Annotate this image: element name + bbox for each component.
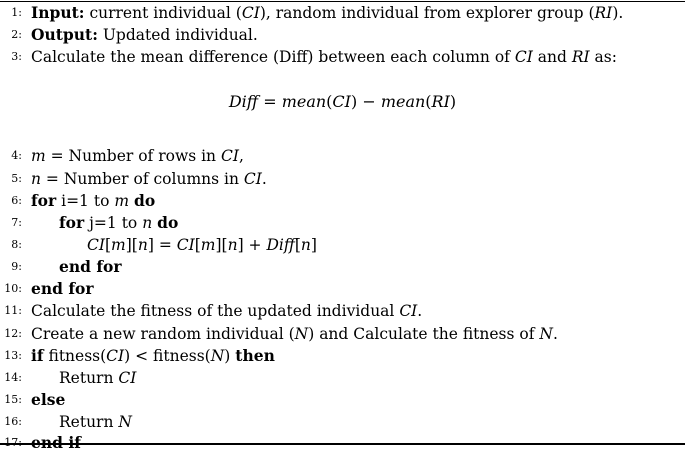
keyword: Input: (31, 3, 85, 22)
line-text (87, 234, 317, 256)
line-number: 16: (4, 415, 22, 428)
equation-term: RI (431, 92, 450, 111)
line-text (31, 345, 275, 367)
line-number: 11: (4, 304, 22, 317)
line-number: 3: (11, 50, 22, 63)
equation-term: ( (326, 92, 333, 111)
math-symbol: n (227, 236, 238, 254)
line-text (31, 46, 617, 68)
math-symbol: m (114, 192, 130, 210)
line-text (31, 323, 558, 345)
math-symbol: CI (106, 347, 125, 365)
line-segment: ). (612, 4, 624, 22)
line-number: 1: (11, 6, 22, 19)
equation-term: mean (380, 92, 426, 111)
math-symbol: m (31, 147, 46, 165)
line-text (31, 24, 258, 46)
math-symbol: m (200, 236, 216, 254)
keyword: do (133, 191, 156, 210)
line-segment: ][ (125, 236, 138, 254)
keyword: end for (59, 257, 122, 276)
keyword: Output: (31, 25, 98, 44)
line-text (59, 367, 136, 389)
line-number: 9: (11, 260, 22, 273)
line-segment: Return (59, 413, 119, 431)
line-number: 8: (11, 238, 22, 251)
line-segment: Calculate the fitness of the updated individual (31, 302, 400, 320)
line-text (31, 300, 422, 322)
math-symbol: RI (594, 4, 613, 22)
line-text (31, 278, 94, 300)
equation-term: ( (425, 92, 432, 111)
line-segment: ) < fitness( (124, 347, 211, 365)
line-segment: Create a new random individual ( (31, 325, 295, 343)
line-number: 12: (4, 327, 22, 340)
keyword: else (31, 390, 66, 409)
line-segment: . (552, 325, 558, 343)
line-segment: = Number of rows in (45, 147, 221, 165)
math-symbol: CI (118, 369, 137, 387)
math-symbol: N (539, 325, 553, 343)
line-segment: ) (224, 347, 236, 365)
line-segment: as: (589, 48, 617, 66)
line-text (31, 2, 623, 24)
line-number: 13: (4, 349, 22, 362)
diff-equation (0, 91, 685, 113)
equation-term: ) − (350, 92, 381, 111)
math-symbol: RI (571, 48, 590, 66)
keyword: for (59, 213, 85, 232)
line-segment: . (261, 170, 267, 188)
line-text (31, 389, 65, 411)
line-segment: [ (294, 236, 301, 254)
math-symbol: CI (176, 236, 195, 254)
line-text (31, 168, 267, 190)
line-segment: and (532, 48, 572, 66)
math-symbol: N (210, 347, 225, 365)
line-text (59, 212, 178, 234)
equation-term: ) (449, 92, 457, 111)
math-symbol: CI (241, 4, 260, 22)
line-text (31, 190, 155, 212)
math-symbol: n (300, 236, 311, 254)
line-segment: j=1 to (84, 214, 143, 232)
line-segment: fitness( (43, 347, 107, 365)
keyword: do (157, 213, 179, 232)
keyword: end for (31, 279, 94, 298)
math-symbol: CI (87, 236, 105, 254)
line-segment: i=1 to (56, 192, 115, 210)
equation-term: mean (281, 92, 327, 111)
math-symbol: N (294, 325, 309, 343)
math-symbol: n (31, 170, 41, 188)
line-segment: Updated individual. (97, 26, 258, 44)
line-segment: [ (104, 236, 112, 254)
line-segment: ] = (147, 236, 177, 254)
line-number: 2: (11, 28, 22, 41)
line-text (59, 256, 122, 278)
line-number: 6: (11, 194, 22, 207)
math-symbol: n (142, 214, 153, 232)
line-text (31, 145, 244, 167)
line-segment: ][ (215, 236, 228, 254)
line-segment: current individual ( (84, 4, 242, 22)
line-segment: ] (310, 236, 317, 254)
line-number: 7: (11, 216, 22, 229)
keyword: then (235, 346, 275, 365)
line-number: 10: (4, 282, 22, 295)
line-segment: . (417, 302, 423, 320)
line-segment: ] + (237, 236, 267, 254)
equation-term: Diff (228, 92, 259, 111)
math-symbol: Diff (266, 236, 295, 254)
line-segment: Calculate the mean difference (Diff) between each column of (31, 48, 515, 66)
bottom-rule (0, 443, 685, 445)
line-number: 5: (11, 172, 22, 185)
math-symbol: m (111, 236, 126, 254)
line-segment: , (238, 147, 244, 165)
line-segment: [ (194, 236, 201, 254)
math-symbol: CI (220, 147, 239, 165)
math-symbol: n (137, 236, 148, 254)
line-segment: Return (59, 369, 119, 387)
equation-term: CI (332, 92, 351, 111)
keyword: if (31, 346, 44, 365)
math-symbol: N (118, 413, 132, 431)
math-symbol: CI (399, 302, 418, 320)
line-number: 15: (4, 393, 22, 406)
line-text (59, 411, 132, 433)
line-segment: ), random individual from explorer group ( (259, 4, 595, 22)
line-segment: = Number of columns in (40, 170, 244, 188)
line-number: 4: (11, 149, 22, 162)
math-symbol: CI (243, 170, 262, 188)
line-segment: ) and Calculate the fitness of (308, 325, 540, 343)
equation-term: = (258, 92, 282, 111)
keyword: for (31, 191, 57, 210)
math-symbol: CI (514, 48, 533, 66)
line-number: 14: (4, 371, 22, 384)
